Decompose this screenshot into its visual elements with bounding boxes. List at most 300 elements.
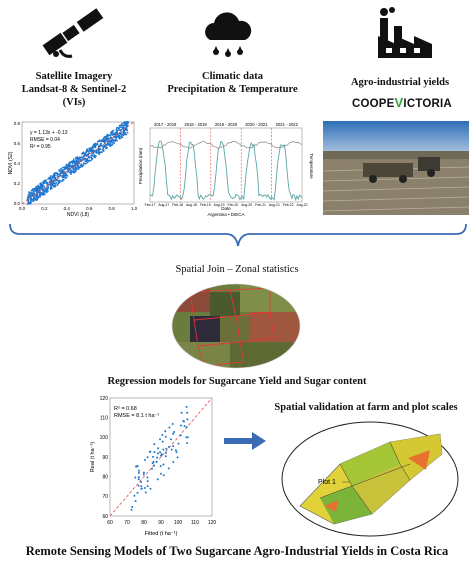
yield-point bbox=[180, 425, 182, 427]
climate-x-tick: Feb-17 bbox=[144, 203, 156, 207]
yield-point bbox=[153, 465, 155, 467]
ndvi-point bbox=[36, 198, 38, 200]
ndvi-y-tick: 0.4 bbox=[13, 161, 20, 166]
ndvi-point bbox=[80, 157, 82, 159]
ndvi-x-tick: 0.4 bbox=[63, 206, 70, 211]
ndvi-point bbox=[42, 185, 44, 187]
ndvi-point bbox=[105, 148, 107, 150]
ndvi-point bbox=[88, 148, 90, 150]
cane-wagon bbox=[363, 163, 413, 177]
ndvi-point bbox=[48, 187, 50, 189]
ndvi-point bbox=[112, 142, 114, 144]
ndvi-point bbox=[122, 131, 124, 133]
ndvi-point bbox=[75, 170, 77, 172]
ndvi-point bbox=[83, 156, 85, 158]
logo-text-right: ICTORIA bbox=[403, 98, 452, 110]
ndvi-point bbox=[31, 192, 33, 194]
ndvi-point bbox=[53, 186, 55, 188]
ndvi-point bbox=[100, 143, 102, 145]
yield-point bbox=[182, 420, 184, 422]
yield-point bbox=[168, 446, 170, 448]
yield-y-tick: 90 bbox=[102, 454, 108, 461]
ndvi-point bbox=[50, 187, 52, 189]
ndvi-point bbox=[101, 151, 103, 153]
yield-point bbox=[147, 485, 149, 487]
ndvi-point bbox=[123, 133, 125, 135]
ndvi-point bbox=[118, 128, 120, 130]
yield-point bbox=[165, 448, 167, 450]
ndvi-x-tick: 0.2 bbox=[41, 206, 48, 211]
ndvi-point bbox=[118, 135, 120, 137]
season-label: 2018 - 2019 bbox=[184, 122, 207, 127]
ndvi-point bbox=[97, 141, 99, 143]
climate-xlabel: Date bbox=[221, 206, 231, 211]
ndvi-point bbox=[104, 136, 106, 138]
yield-x-tick: 90 bbox=[158, 520, 164, 526]
yield-point bbox=[144, 459, 146, 461]
yield-point bbox=[141, 488, 143, 490]
ndvi-point bbox=[97, 149, 99, 151]
ndvi-point bbox=[107, 143, 109, 145]
ndvi-point bbox=[83, 153, 85, 155]
yield-x-tick: 80 bbox=[141, 520, 147, 526]
ndvi-point bbox=[89, 150, 91, 152]
ndvi-point bbox=[56, 173, 58, 175]
ndvi-point bbox=[72, 164, 74, 166]
ndvi-point bbox=[103, 140, 105, 142]
ndvi-point bbox=[68, 163, 70, 165]
ndvi-point bbox=[54, 176, 56, 178]
ndvi-point bbox=[32, 188, 34, 190]
agro-header bbox=[335, 76, 465, 89]
yield-point bbox=[178, 443, 180, 445]
ndvi-point bbox=[61, 170, 63, 172]
yield-y-tick: 80 bbox=[102, 474, 108, 481]
ndvi-point bbox=[79, 159, 81, 161]
ndvi-point bbox=[31, 198, 33, 200]
validation-title: Spatial validation at farm and plot scales bbox=[274, 402, 458, 413]
yield-point bbox=[131, 509, 133, 511]
ndvi-x-tick: 0.0 bbox=[18, 206, 26, 211]
grouping-bracket bbox=[8, 222, 468, 252]
climate-x-tick: Aug-18 bbox=[185, 203, 197, 207]
ndvi-point bbox=[53, 181, 55, 183]
ndvi-point bbox=[108, 134, 110, 136]
ndvi-point bbox=[29, 202, 31, 204]
yield-point bbox=[150, 488, 152, 490]
ndvi-point bbox=[110, 141, 112, 143]
regression-title: Regression models for Sugarcane Yield and Sugar content bbox=[107, 376, 367, 387]
climate-header-line2: Precipitation & Temperature bbox=[167, 84, 298, 95]
ndvi-point bbox=[122, 127, 124, 129]
ndvi-point bbox=[68, 167, 70, 169]
ndvi-point bbox=[122, 135, 124, 137]
ndvi-point bbox=[125, 129, 127, 131]
flow-arrow-icon bbox=[222, 430, 268, 452]
yield-point bbox=[147, 456, 149, 458]
ndvi-point bbox=[127, 132, 129, 134]
aerial-field-map bbox=[170, 282, 302, 370]
yield-point bbox=[173, 431, 175, 433]
ndvi-point bbox=[28, 191, 30, 193]
yield-scatter-chart bbox=[88, 390, 218, 540]
ndvi-point bbox=[59, 181, 61, 183]
yield-point bbox=[140, 481, 142, 483]
yield-point bbox=[180, 434, 182, 436]
yield-point bbox=[172, 461, 174, 463]
yield-x-tick: 70 bbox=[124, 520, 130, 526]
ndvi-point bbox=[27, 202, 29, 204]
ndvi-point bbox=[78, 168, 80, 170]
ndvi-point bbox=[115, 138, 117, 140]
yield-point bbox=[159, 451, 161, 453]
yield-point bbox=[153, 443, 155, 445]
ndvi-point bbox=[36, 188, 38, 190]
ndvi-point bbox=[44, 180, 46, 182]
ndvi-y-tick: 0.0 bbox=[13, 201, 20, 206]
ndvi-point bbox=[65, 173, 67, 175]
yield-point bbox=[186, 418, 188, 420]
ndvi-point bbox=[92, 153, 94, 155]
ndvi-ylabel: NDVI (S2) bbox=[8, 151, 14, 175]
ndvi-point bbox=[83, 164, 85, 166]
season-label: 2019 - 2020 bbox=[214, 122, 238, 127]
satellite-header bbox=[14, 70, 134, 109]
ndvi-point bbox=[62, 175, 64, 177]
yield-point bbox=[143, 472, 145, 474]
ndvi-point bbox=[64, 175, 66, 177]
ndvi-point bbox=[39, 196, 41, 198]
ndvi-point bbox=[92, 145, 94, 147]
ndvi-point bbox=[103, 138, 105, 140]
ndvi-point bbox=[28, 195, 30, 197]
yield-point bbox=[161, 453, 163, 455]
yield-y-tick: 110 bbox=[100, 415, 108, 422]
yield-ylabel: Real (t ha⁻¹) bbox=[90, 441, 96, 473]
yield-point bbox=[175, 449, 177, 451]
ndvi-point bbox=[124, 123, 126, 125]
climate-ylabel-left: Precipitation (mm) bbox=[138, 147, 143, 185]
satellite-header-line3: (VIs) bbox=[62, 97, 86, 108]
ndvi-point bbox=[66, 168, 68, 170]
ndvi-point bbox=[80, 163, 82, 165]
yield-point bbox=[169, 427, 171, 429]
yield-xlabel: Fitted (t ha⁻¹) bbox=[144, 531, 178, 537]
yield-point bbox=[156, 461, 158, 463]
ndvi-point bbox=[52, 183, 54, 185]
ndvi-point bbox=[32, 195, 34, 197]
ndvi-point bbox=[49, 184, 51, 186]
climate-x-tick: Feb-19 bbox=[199, 203, 211, 207]
yield-point bbox=[134, 477, 136, 479]
ndvi-point bbox=[95, 152, 97, 154]
yield-point bbox=[151, 468, 153, 470]
ndvi-point bbox=[73, 158, 75, 160]
ndvi-point bbox=[70, 171, 72, 173]
climate-header bbox=[150, 70, 315, 96]
ndvi-point bbox=[101, 145, 103, 147]
yield-point bbox=[165, 436, 167, 438]
ndvi-point bbox=[94, 154, 96, 156]
ndvi-point bbox=[75, 168, 77, 170]
ndvi-point bbox=[103, 150, 105, 152]
ndvi-y-tick: 0.6 bbox=[13, 141, 20, 146]
satellite-icon bbox=[42, 8, 106, 60]
ndvi-y-tick: 0.2 bbox=[13, 181, 20, 186]
yield-point bbox=[165, 455, 167, 457]
ndvi-scatter-chart bbox=[8, 118, 138, 218]
yield-y-tick: 100 bbox=[99, 435, 108, 442]
season-label: 2020 - 2021 bbox=[245, 122, 268, 127]
yield-point bbox=[133, 495, 135, 497]
ndvi-point bbox=[73, 161, 75, 163]
ndvi-point bbox=[87, 151, 89, 153]
yield-point bbox=[156, 457, 158, 459]
climate-x-tick: Feb-18 bbox=[172, 203, 184, 207]
satellite-header-line1: Satellite Imagery bbox=[35, 71, 113, 82]
ndvi-point bbox=[42, 181, 44, 183]
ndvi-point bbox=[111, 131, 113, 133]
yield-point bbox=[143, 474, 145, 476]
validation-plot-map bbox=[280, 420, 460, 538]
ndvi-point bbox=[47, 178, 49, 180]
yield-point bbox=[138, 485, 140, 487]
ndvi-point bbox=[103, 146, 105, 148]
yield-point bbox=[147, 476, 149, 478]
yield-point bbox=[181, 412, 183, 414]
season-label: 2017 - 2018 bbox=[154, 122, 177, 127]
ndvi-y-tick: 0.8 bbox=[13, 121, 20, 126]
yield-point bbox=[172, 433, 174, 435]
ndvi-point bbox=[70, 173, 72, 175]
ndvi-point bbox=[119, 138, 121, 140]
yield-y-tick: 120 bbox=[99, 395, 108, 402]
ndvi-point bbox=[121, 137, 123, 139]
satellite-header-line2: Landsat-8 & Sentinel-2 bbox=[21, 84, 127, 95]
ndvi-point bbox=[54, 172, 56, 174]
ndvi-point bbox=[125, 125, 127, 127]
yield-point bbox=[162, 449, 164, 451]
ndvi-point bbox=[77, 158, 79, 160]
yield-point bbox=[138, 470, 140, 472]
yield-point bbox=[184, 425, 186, 427]
plot-1-label: Plot 1 bbox=[318, 479, 336, 486]
yield-y-ticks bbox=[100, 396, 109, 520]
ndvi-point bbox=[77, 163, 79, 165]
ndvi-xlabel: NDVI (L8) bbox=[66, 212, 90, 218]
climate-x-tick: Aug-19 bbox=[213, 203, 225, 207]
yield-point bbox=[185, 436, 187, 438]
ndvi-point bbox=[90, 149, 92, 151]
ndvi-point bbox=[116, 127, 118, 129]
yield-point bbox=[157, 452, 159, 454]
ndvi-point bbox=[90, 155, 92, 157]
ndvi-equation: y = 1.13x + -0.13 bbox=[30, 130, 68, 136]
ndvi-point bbox=[44, 191, 46, 193]
ndvi-point bbox=[63, 179, 65, 181]
yield-point bbox=[131, 506, 133, 508]
climate-legend: Argentina • DIECA bbox=[207, 212, 245, 217]
yield-point bbox=[138, 476, 140, 478]
ndvi-point bbox=[99, 140, 101, 142]
ndvi-point bbox=[111, 143, 113, 145]
yield-point bbox=[135, 500, 137, 502]
ndvi-point bbox=[83, 162, 85, 164]
yield-point bbox=[168, 467, 170, 469]
yield-x-ticks bbox=[107, 520, 216, 526]
climate-x-tick: Aug-17 bbox=[158, 203, 170, 207]
ndvi-point bbox=[57, 180, 59, 182]
yield-point bbox=[186, 442, 188, 444]
yield-point bbox=[145, 492, 147, 494]
yield-point bbox=[171, 449, 173, 451]
ndvi-x-ticks bbox=[19, 206, 138, 211]
ndvi-point bbox=[92, 158, 94, 160]
ndvi-point bbox=[120, 133, 122, 135]
yield-y-tick: 70 bbox=[102, 494, 108, 501]
ndvi-point bbox=[88, 160, 90, 162]
yield-point bbox=[152, 456, 154, 458]
ndvi-point bbox=[120, 124, 122, 126]
yield-point bbox=[164, 430, 166, 432]
yield-x-tick: 100 bbox=[173, 520, 183, 526]
ndvi-point bbox=[98, 151, 100, 153]
ndvi-point bbox=[78, 165, 80, 167]
yield-x-tick: 110 bbox=[191, 520, 199, 526]
footer-title: Remote Sensing Models of Two Sugarcane Agro-Industrial Yields in Costa Rica bbox=[25, 544, 449, 558]
yield-point bbox=[172, 445, 174, 447]
yield-point bbox=[163, 474, 165, 476]
logo-v-mark: V bbox=[394, 95, 404, 110]
yield-point bbox=[165, 452, 167, 454]
yield-point bbox=[163, 464, 165, 466]
ndvi-point bbox=[59, 170, 61, 172]
yield-point bbox=[172, 423, 174, 425]
ndvi-point bbox=[46, 187, 48, 189]
ndvi-point bbox=[67, 165, 69, 167]
ndvi-point bbox=[44, 189, 46, 191]
climate-x-tick: Feb-21 bbox=[255, 203, 266, 207]
yield-y-tick: 60 bbox=[102, 513, 108, 520]
yield-x-tick: 60 bbox=[107, 520, 113, 526]
ndvi-point bbox=[35, 190, 37, 192]
ndvi-point bbox=[42, 194, 44, 196]
yield-point bbox=[159, 438, 161, 440]
season-labels bbox=[154, 122, 299, 127]
yield-point bbox=[161, 434, 163, 436]
ndvi-point bbox=[120, 129, 122, 131]
yield-point bbox=[153, 461, 155, 463]
ndvi-point bbox=[63, 171, 65, 173]
ndvi-point bbox=[85, 160, 87, 162]
ndvi-point bbox=[98, 153, 100, 155]
ndvi-point bbox=[48, 177, 50, 179]
ndvi-point bbox=[114, 140, 116, 142]
yield-point bbox=[149, 451, 151, 453]
logo-text-left: COOPE bbox=[352, 98, 395, 110]
coopevictoria-logo bbox=[352, 95, 452, 109]
yield-point bbox=[160, 465, 162, 467]
yield-x-tick: 120 bbox=[207, 520, 217, 526]
ndvi-point bbox=[113, 134, 115, 136]
ndvi-point bbox=[46, 191, 48, 193]
ndvi-point bbox=[66, 164, 68, 166]
ndvi-point bbox=[73, 171, 75, 173]
yield-point bbox=[157, 447, 159, 449]
sugarcane-harvest-photo bbox=[323, 121, 469, 215]
ndvi-point bbox=[89, 153, 91, 155]
yield-rmse: RMSE = 8.1 t ha⁻¹ bbox=[114, 413, 160, 419]
ndvi-point bbox=[56, 175, 58, 177]
ndvi-point bbox=[84, 153, 86, 155]
climate-chart bbox=[138, 118, 318, 218]
ndvi-point bbox=[84, 163, 86, 165]
yield-point bbox=[138, 478, 140, 480]
ndvi-point bbox=[29, 193, 31, 195]
climate-x-tick: Aug-21 bbox=[268, 203, 280, 207]
yield-point bbox=[160, 473, 162, 475]
yield-point bbox=[162, 441, 164, 443]
ndvi-point bbox=[75, 158, 77, 160]
yield-point bbox=[137, 492, 139, 494]
ndvi-point bbox=[30, 200, 32, 202]
climate-x-tick: Aug-20 bbox=[241, 203, 253, 207]
ndvi-point bbox=[110, 133, 112, 135]
ndvi-point bbox=[88, 156, 90, 158]
yield-point bbox=[135, 466, 137, 468]
ndvi-point bbox=[62, 167, 64, 169]
ndvi-point bbox=[56, 184, 58, 186]
climate-x-tick: Feb-22 bbox=[282, 203, 294, 207]
yield-point bbox=[176, 451, 178, 453]
ndvi-x-tick: 1.0 bbox=[130, 206, 138, 211]
ndvi-point bbox=[94, 156, 96, 158]
climate-header-line1: Climatic data bbox=[202, 71, 263, 82]
yield-point bbox=[177, 456, 179, 458]
ndvi-r2: R² = 0.95 bbox=[30, 144, 51, 150]
climate-x-tick: Feb-20 bbox=[227, 203, 239, 207]
ndvi-point bbox=[94, 146, 96, 148]
ndvi-point bbox=[40, 185, 42, 187]
yield-point bbox=[186, 406, 188, 408]
yield-point bbox=[157, 478, 159, 480]
season-label: 2021 - 2022 bbox=[275, 122, 298, 127]
yield-point bbox=[170, 438, 172, 440]
yield-point bbox=[138, 472, 140, 474]
ndvi-point bbox=[113, 139, 115, 141]
yield-point bbox=[140, 485, 142, 487]
ndvi-point bbox=[63, 166, 65, 168]
ndvi-point bbox=[59, 180, 61, 182]
yield-point bbox=[153, 451, 155, 453]
ndvi-point bbox=[33, 200, 35, 202]
yield-r2: R² = 0.68 bbox=[114, 406, 137, 412]
climate-x-tick: Aug-22 bbox=[296, 203, 308, 207]
yield-point bbox=[186, 426, 188, 428]
climate-ylabel-right: Temperature bbox=[309, 153, 314, 179]
ndvi-point bbox=[94, 143, 96, 145]
ndvi-point bbox=[97, 144, 99, 146]
ndvi-rmse: RMSE = 0.04 bbox=[30, 137, 60, 143]
ndvi-x-tick: 0.8 bbox=[108, 206, 115, 211]
ndvi-point bbox=[76, 160, 78, 162]
ndvi-point bbox=[65, 177, 67, 179]
spatial-join-caption: Spatial Join – Zonal statistics bbox=[175, 264, 299, 275]
ndvi-point bbox=[90, 160, 92, 162]
rain-cloud-icon bbox=[200, 10, 256, 60]
yield-point bbox=[147, 480, 149, 482]
ndvi-point bbox=[52, 175, 54, 177]
